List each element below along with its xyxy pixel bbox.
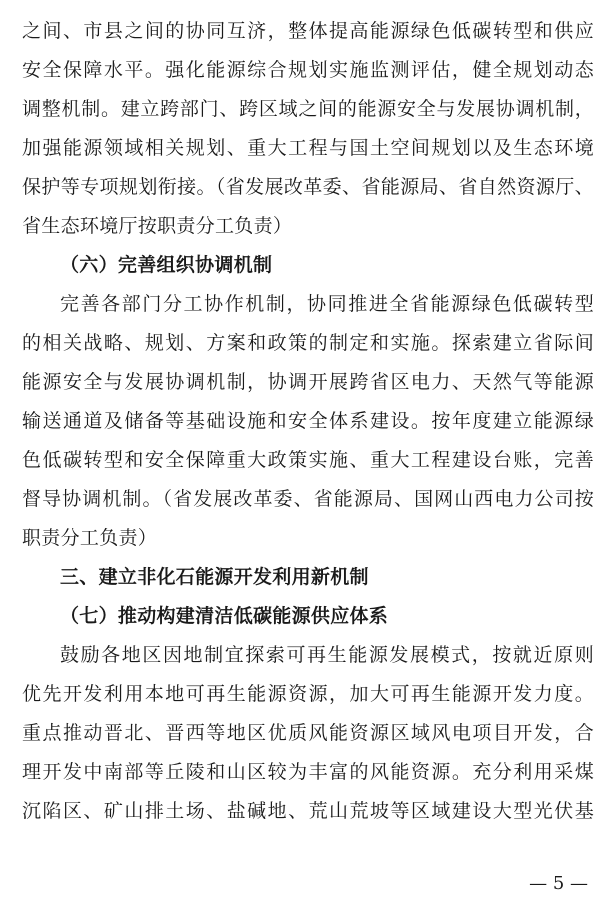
section-heading-7: （七）推动构建清洁低碳能源供应体系 (60, 605, 389, 627)
text-line: 沉陷区、矿山排土场、盐碱地、荒山荒坡等区域建设大型光伏基 (22, 800, 594, 822)
paragraph-coordination-continued (22, 12, 594, 246)
text-line: 鼓励各地区因地制宜探索可再生能源发展模式，按就近原则 (60, 644, 594, 666)
text-line: 的相关战略、规划、方案和政策的制定和实施。探索建立省际间 (22, 332, 594, 354)
text-line: 输送通道及储备等基础设施和安全体系建设。按年度建立能源绿 (22, 410, 594, 432)
text-line: 加强能源领域相关规划、重大工程与国土空间规划以及生态环境 (22, 137, 594, 159)
text-line: 督导协调机制。（省发展改革委、省能源局、国网山西电力公司按 (22, 488, 594, 510)
document-body (22, 12, 594, 831)
text-line: 优先开发利用本地可再生能源资源，加大可再生能源开发力度。 (22, 683, 594, 705)
paragraph-clean-energy (22, 636, 594, 831)
text-line: 重点推动晋北、晋西等地区优质风能资源区域风电项目开发，合 (22, 722, 594, 744)
text-line: 能源安全与发展协调机制，协调开展跨省区电力、天然气等能源 (22, 371, 594, 393)
text-line: 安全保障水平。强化能源综合规划实施监测评估，健全规划动态 (22, 59, 594, 81)
text-line: 保护等专项规划衔接。（省发展改革委、省能源局、省自然资源厅、 (22, 176, 594, 198)
text-line: 调整机制。建立跨部门、跨区域之间的能源安全与发展协调机制， (22, 98, 594, 120)
page-number: — 5 — (529, 873, 588, 894)
text-line: 色低碳转型和安全保障重大政策实施、重大工程建设台账，完善 (22, 449, 594, 471)
text-line: 理开发中南部等丘陵和山区较为丰富的风能资源。充分利用采煤 (22, 761, 594, 783)
text-line: 完善各部门分工协作机制，协同推进全省能源绿色低碳转型 (60, 293, 594, 315)
section-heading-6: （六）完善组织协调机制 (60, 254, 273, 276)
text-line: 省生态环境厅按职责分工负责） (22, 215, 293, 237)
chapter-heading-3: 三、建立非化石能源开发利用新机制 (60, 566, 369, 588)
text-line: 之间、市县之间的协同互济，整体提高能源绿色低碳转型和供应 (22, 20, 594, 42)
paragraph-organization (22, 285, 594, 558)
text-line: 职责分工负责） (22, 527, 158, 549)
